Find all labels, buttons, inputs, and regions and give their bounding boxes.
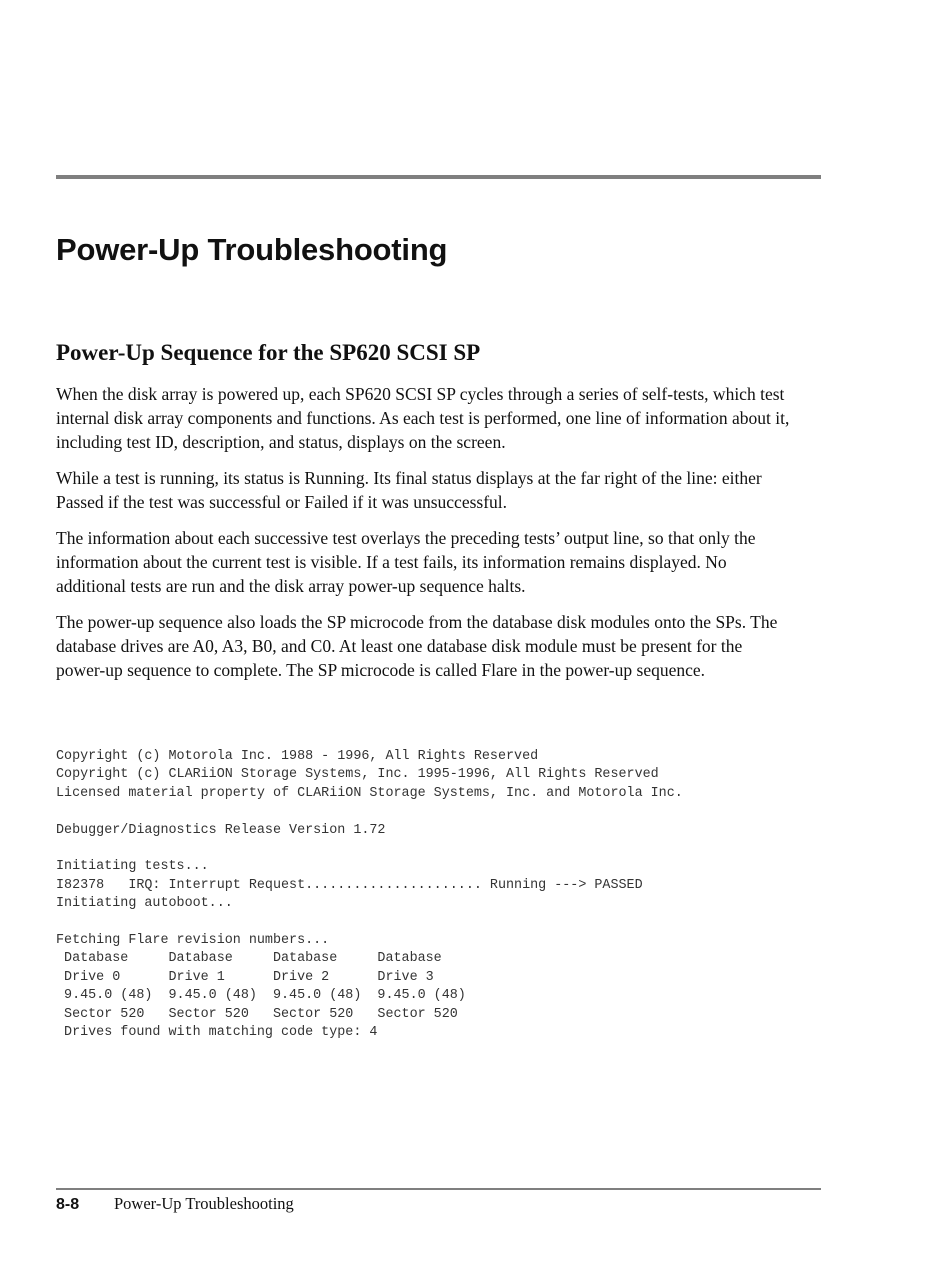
paragraph: While a test is running, its status is Running. Its final status displays at the far right of the line: either Passed if the test was successful or Failed if it was unsuccessful. [56, 468, 762, 512]
console-line: Drive 0 Drive 1 Drive 2 Drive 3 [56, 969, 434, 985]
console-line [56, 914, 683, 932]
console-line: Fetching Flare revision numbers... [56, 933, 330, 949]
paragraph: The information about each successive test overlays the preceding tests’ output line, so that only the information about the current test is visible. If a test fails, its information remains displayed. No additional tests are run and the disk array power-up sequence halts. [56, 528, 756, 596]
console-line: Initiating autoboot... [56, 896, 233, 912]
console-line: Database Database Database Database [56, 951, 442, 967]
console-line [56, 840, 683, 858]
paragraph: The power-up sequence also loads the SP microcode from the database disk modules onto the SPs. The database drives are A0, A3, B0, and C0. At least one database disk module must be present for the power-up sequence to complete. The SP microcode is called Flare in the power-up sequence. [56, 612, 778, 680]
bottom-rule [56, 1188, 821, 1190]
section-title: Power-Up Sequence for the SP620 SCSI SP [56, 340, 481, 365]
console-line: Initiating tests... [56, 859, 209, 875]
console-line: Copyright (c) Motorola Inc. 1988 - 1996, All Rights Reserved [56, 749, 539, 764]
console-line [56, 803, 683, 821]
page-footer [56, 1194, 294, 1214]
chapter-title: Power-Up Troubleshooting [56, 232, 448, 267]
console-line: Licensed material property of CLARiiON Storage Systems, Inc. and Motorola Inc. [56, 785, 683, 801]
footer-title: Power-Up Troubleshooting [114, 1194, 294, 1213]
console-line: I82378 IRQ: Interrupt Request...................... Running ---> PASSED [56, 877, 643, 893]
console-output [56, 748, 683, 1043]
console-line: Copyright (c) CLARiiON Storage Systems, Inc. 1995-1996, All Rights Reserved [56, 767, 659, 783]
body-text [56, 382, 791, 694]
console-line: Sector 520 Sector 520 Sector 520 Sector 520 [56, 1006, 458, 1022]
console-line: Drives found with matching code type: 4 [56, 1025, 378, 1041]
console-line: 9.45.0 (48) 9.45.0 (48) 9.45.0 (48) 9.45.0 (48) [56, 988, 466, 1004]
paragraph: When the disk array is powered up, each SP620 SCSI SP cycles through a series of self-tests, which test internal disk array components and functions. As each test is performed, one line of information about it, including test ID, description, and status, displays on the screen. [56, 384, 790, 452]
page-number: 8-8 [56, 1196, 80, 1213]
top-rule [56, 175, 821, 179]
console-line: Debugger/Diagnostics Release Version 1.72 [56, 822, 386, 838]
